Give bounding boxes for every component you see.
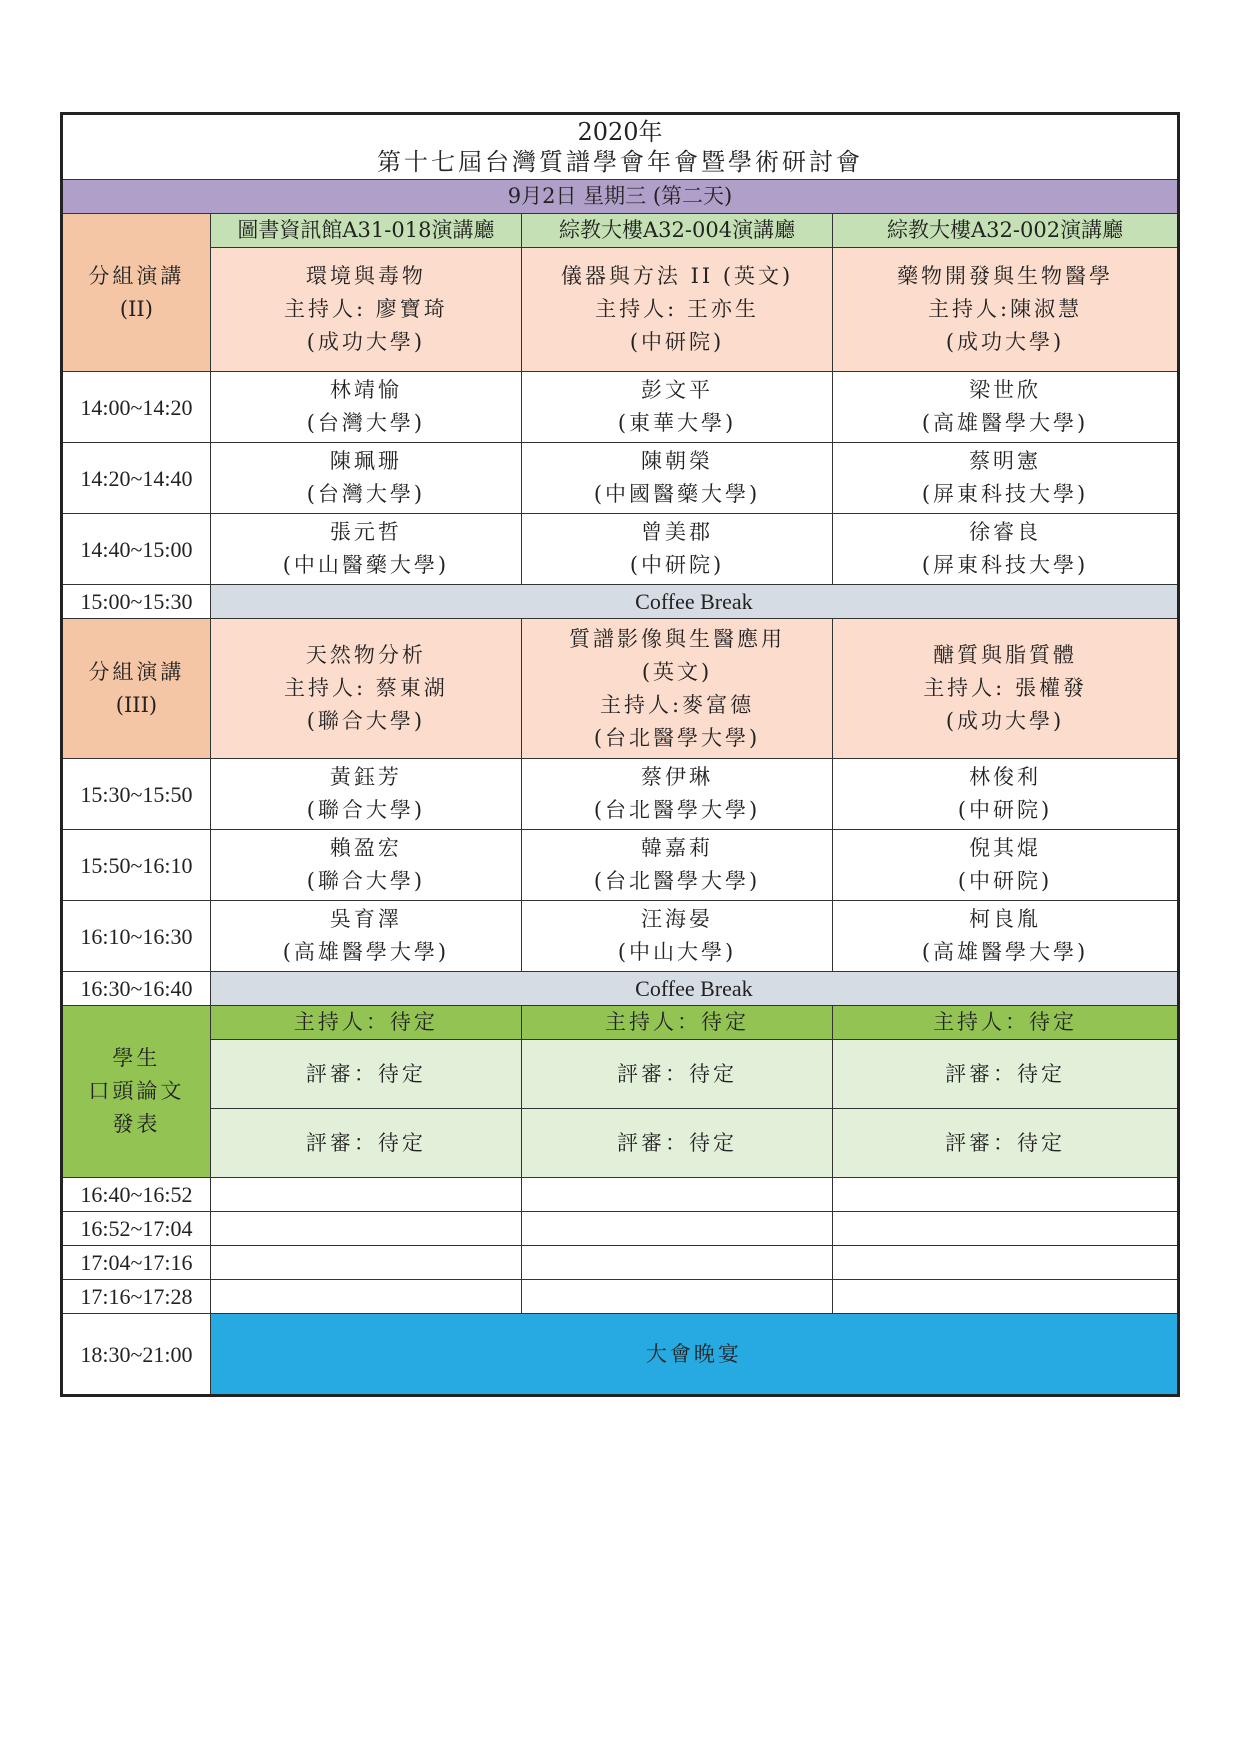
empty-slot-cell (833, 1212, 1179, 1246)
session-chair: 主持人: 廖寶琦 (284, 297, 448, 321)
student-oral-label (62, 1006, 211, 1178)
session-iii-room-1 (210, 619, 521, 759)
session-topic: 儀器與方法 II (英文) (560, 264, 794, 288)
speaker-affiliation: (高雄醫學大學) (921, 411, 1089, 435)
talk-cell (833, 443, 1179, 514)
talk-cell (210, 443, 521, 514)
student-oral-label-line-1: 學生 (112, 1046, 161, 1070)
empty-slot-cell (521, 1246, 832, 1280)
speaker-affiliation: (中研院) (957, 869, 1053, 893)
speaker-affiliation: (屏東科技大學) (921, 553, 1089, 577)
time-slot: 17:04~17:16 (62, 1246, 211, 1280)
session-chair: 主持人: 張權發 (923, 676, 1087, 700)
table-row (62, 901, 1179, 972)
room-header-3: 綜教大樓A32-002演講廳 (833, 214, 1179, 248)
talk-cell (210, 830, 521, 901)
talk-cell (210, 759, 521, 830)
speaker-name: 汪海晏 (641, 907, 714, 931)
student-judge-cell: 評審：待定 (833, 1109, 1179, 1178)
table-row (62, 1178, 1179, 1212)
session-ii-label (62, 214, 211, 372)
speaker-name: 倪其焜 (969, 836, 1042, 860)
break-time: 16:30~16:40 (62, 972, 211, 1006)
session-topic-note: (英文) (641, 659, 713, 684)
talk-cell (521, 443, 832, 514)
speaker-affiliation: (中研院) (629, 553, 725, 577)
table-row (62, 514, 1179, 585)
empty-slot-cell (210, 1178, 521, 1212)
speaker-affiliation: (屏東科技大學) (921, 482, 1089, 506)
student-judge-cell: 評審：待定 (521, 1040, 832, 1109)
session-ii-room-2 (521, 248, 832, 372)
empty-slot-cell (833, 1280, 1179, 1314)
session-chair: 主持人:陳淑慧 (928, 297, 1083, 321)
session-topic: 醣質與脂質體 (933, 643, 1078, 667)
session-topic: 天然物分析 (305, 643, 426, 667)
table-row (62, 372, 1179, 443)
table-row (62, 1212, 1179, 1246)
speaker-affiliation: (中研院) (957, 798, 1053, 822)
date-bar: 9月2日 星期三 (第二天) (62, 180, 1179, 214)
speaker-name: 陳珮珊 (329, 449, 402, 473)
session-iii-label (62, 619, 211, 759)
empty-slot-cell (521, 1280, 832, 1314)
speaker-affiliation: (台灣大學) (306, 482, 426, 506)
speaker-name: 蔡明憲 (969, 449, 1042, 473)
talk-cell (833, 830, 1179, 901)
speaker-name: 蔡伊琳 (641, 765, 714, 789)
student-judge-cell: 評審：待定 (210, 1040, 521, 1109)
time-slot: 15:50~16:10 (62, 830, 211, 901)
session-chair: 主持人: 王亦生 (595, 297, 759, 321)
student-oral-label-line-3: 發表 (112, 1112, 161, 1136)
empty-slot-cell (833, 1178, 1179, 1212)
session-ii-room-3 (833, 248, 1179, 372)
talk-cell (521, 901, 832, 972)
speaker-name: 梁世欣 (969, 378, 1042, 402)
session-topic: 藥物開發與生物醫學 (897, 264, 1114, 288)
speaker-name: 張元哲 (329, 520, 402, 544)
session-iii-label-line-1: 分組演講 (88, 659, 185, 684)
speaker-name: 韓嘉莉 (641, 836, 714, 860)
talk-cell (521, 372, 832, 443)
speaker-name: 柯良胤 (969, 907, 1042, 931)
table-row (62, 443, 1179, 514)
speaker-affiliation: (高雄醫學大學) (282, 940, 450, 964)
talk-cell (833, 514, 1179, 585)
empty-slot-cell (210, 1246, 521, 1280)
talk-cell (833, 372, 1179, 443)
session-chair-affiliation: (聯合大學) (306, 709, 426, 733)
student-judge-cell: 評審：待定 (210, 1109, 521, 1178)
student-chair-cell: 主持人：待定 (833, 1006, 1179, 1040)
session-chair: 主持人: 蔡東湖 (284, 676, 448, 700)
speaker-name: 林俊利 (969, 765, 1042, 789)
session-ii-label-line-1: 分組演講 (88, 263, 185, 288)
talk-cell (521, 830, 832, 901)
time-slot: 14:20~14:40 (62, 443, 211, 514)
session-iii-room-3 (833, 619, 1179, 759)
student-chair-cell: 主持人：待定 (210, 1006, 521, 1040)
table-row (62, 759, 1179, 830)
session-ii-label-line-2: (II) (119, 296, 153, 321)
speaker-name: 賴盈宏 (329, 836, 402, 860)
talk-cell (210, 901, 521, 972)
student-judge-cell: 評審：待定 (521, 1109, 832, 1178)
student-chair-cell: 主持人：待定 (521, 1006, 832, 1040)
session-chair-affiliation: (中研院) (629, 330, 725, 354)
coffee-break-bar: Coffee Break (210, 972, 1178, 1006)
session-chair-affiliation: (成功大學) (306, 330, 426, 354)
time-slot: 14:00~14:20 (62, 372, 211, 443)
session-chair-affiliation: (成功大學) (945, 709, 1065, 733)
speaker-affiliation: (台北醫學大學) (593, 798, 761, 822)
speaker-name: 林靖愉 (329, 378, 402, 402)
session-chair-affiliation: (成功大學) (945, 330, 1065, 354)
talk-cell (521, 759, 832, 830)
time-slot: 15:30~15:50 (62, 759, 211, 830)
speaker-affiliation: (東華大學) (617, 411, 737, 435)
break-time: 15:00~15:30 (62, 585, 211, 619)
time-slot: 14:40~15:00 (62, 514, 211, 585)
table-row (62, 1280, 1179, 1314)
time-slot: 17:16~17:28 (62, 1280, 211, 1314)
room-header-1: 圖書資訊館A31-018演講廳 (210, 214, 521, 248)
speaker-affiliation: (台北醫學大學) (593, 869, 761, 893)
speaker-affiliation: (中國醫藥大學) (593, 482, 761, 506)
empty-slot-cell (210, 1280, 521, 1314)
session-chair: 主持人:麥富德 (600, 692, 755, 717)
speaker-affiliation: (高雄醫學大學) (921, 940, 1089, 964)
empty-slot-cell (521, 1212, 832, 1246)
conference-year: 2020年 (577, 118, 663, 146)
empty-slot-cell (833, 1246, 1179, 1280)
banquet-bar: 大會晚宴 (210, 1314, 1178, 1396)
coffee-break-bar: Coffee Break (210, 585, 1178, 619)
speaker-affiliation: (聯合大學) (306, 798, 426, 822)
session-iii-room-2 (521, 619, 832, 759)
table-row (62, 1246, 1179, 1280)
speaker-name: 吳育澤 (329, 907, 402, 931)
schedule-table (60, 112, 1180, 1397)
time-slot: 16:52~17:04 (62, 1212, 211, 1246)
session-topic: 質譜影像與生醫應用 (569, 626, 786, 651)
speaker-affiliation: (中山大學) (617, 940, 737, 964)
time-slot: 16:40~16:52 (62, 1178, 211, 1212)
speaker-affiliation: (聯合大學) (306, 869, 426, 893)
room-header-2: 綜教大樓A32-004演講廳 (521, 214, 832, 248)
talk-cell (210, 514, 521, 585)
empty-slot-cell (210, 1212, 521, 1246)
conference-title: 第十七屆台灣質譜學會年會暨學術研討會 (377, 148, 863, 176)
table-row (62, 830, 1179, 901)
student-oral-label-line-2: 口頭論文 (88, 1079, 185, 1103)
student-judge-cell: 評審：待定 (833, 1040, 1179, 1109)
speaker-affiliation: (台灣大學) (306, 411, 426, 435)
session-chair-affiliation: (台北醫學大學) (593, 725, 761, 750)
talk-cell (833, 759, 1179, 830)
conference-title-cell (62, 114, 1179, 180)
session-topic: 環境與毒物 (305, 264, 426, 288)
empty-slot-cell (521, 1178, 832, 1212)
speaker-name: 彭文平 (641, 378, 714, 402)
session-iii-label-line-2: (III) (115, 692, 158, 717)
speaker-name: 陳朝榮 (641, 449, 714, 473)
banquet-time: 18:30~21:00 (62, 1314, 211, 1396)
speaker-name: 徐睿良 (969, 520, 1042, 544)
time-slot: 16:10~16:30 (62, 901, 211, 972)
speaker-name: 曾美郡 (641, 520, 714, 544)
talk-cell (833, 901, 1179, 972)
speaker-name: 黃鈺芳 (329, 765, 402, 789)
talk-cell (210, 372, 521, 443)
talk-cell (521, 514, 832, 585)
speaker-affiliation: (中山醫藥大學) (282, 553, 450, 577)
session-ii-room-1 (210, 248, 521, 372)
